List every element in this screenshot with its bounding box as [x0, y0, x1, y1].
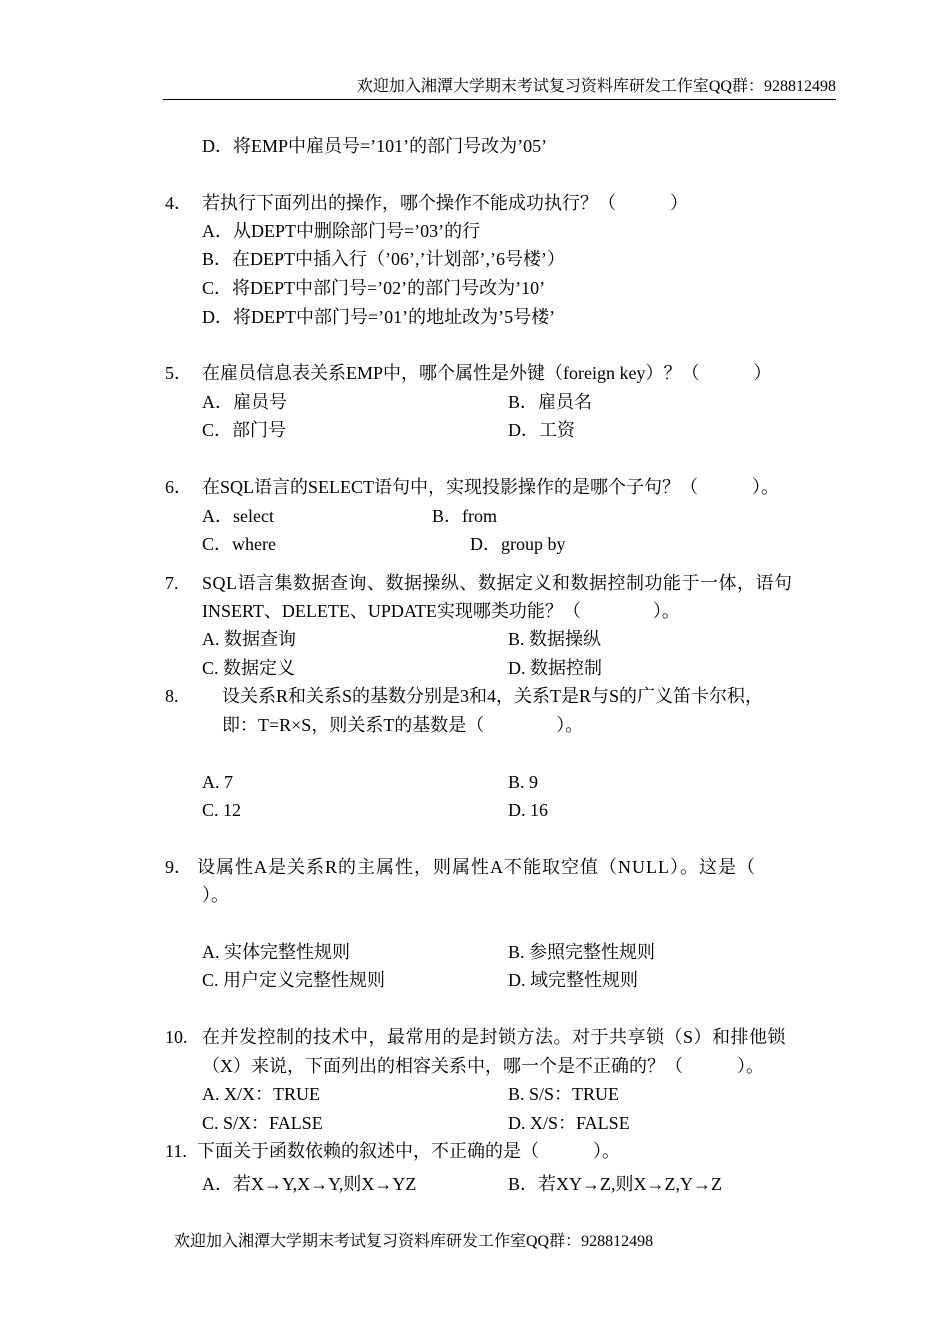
option-d: D．工资	[508, 420, 575, 440]
option-a: A. 实体完整性规则	[202, 942, 350, 962]
option-b: B. 参照完整性规则	[508, 942, 656, 962]
option-b: B. S/S：TRUE	[508, 1084, 620, 1104]
carry-over-option-d: D．将EMP中雇员号=’101’的部门号改为’05’	[202, 136, 548, 156]
question-number: 9．	[165, 857, 192, 877]
question-stem: 在雇员信息表关系EMP中，哪个属性是外键（foreign key）？（ ）	[202, 363, 772, 383]
question-stem: 下面关于函数依赖的叙述中，不正确的是（ ）。	[197, 1141, 620, 1161]
option-d: D. 16	[508, 800, 548, 820]
option-d: D．group by	[470, 534, 566, 554]
question-stem: 若执行下面列出的操作，哪个操作不能成功执行？（ ）	[202, 193, 688, 213]
option-d: D. 数据控制	[508, 658, 602, 678]
question-stem-line: 即：T=R×S，则关系T的基数是（ ）。	[222, 715, 584, 735]
option-c: C. 数据定义	[202, 658, 296, 678]
question-number: 10.	[165, 1027, 188, 1047]
question-number: 11.	[165, 1141, 187, 1161]
option-d: D. X/S：FALSE	[508, 1113, 630, 1133]
option-b: B. 数据操纵	[508, 629, 602, 649]
option-a: A. X/X：TRUE	[202, 1084, 320, 1104]
option-d: D．将DEPT中部门号=’01’的地址改为’5号楼’	[202, 307, 556, 327]
option-a: A．若X→Y,X→Y,则X→YZ	[202, 1174, 417, 1194]
option-c: C．将DEPT中部门号=’02’的部门号改为’10’	[202, 278, 546, 298]
option-a: A．select	[202, 506, 274, 526]
question-number: 7.	[165, 573, 179, 593]
question-number: 4．	[165, 193, 192, 213]
option-c: C. 用户定义完整性规则	[202, 970, 386, 990]
question-number: 6．	[165, 477, 192, 497]
option-b: B．from	[432, 506, 497, 526]
question-stem: 在SQL语言的SELECT语句中，实现投影操作的是哪个子句？（ ）。	[202, 477, 779, 497]
question-number: 8.	[165, 686, 179, 706]
question-number: 5．	[165, 363, 192, 383]
header-divider	[163, 99, 836, 100]
question-stem-line: 设属性A是关系R的主属性，则属性A不能取空值（NULL）。这是（	[197, 857, 756, 877]
option-a: A．雇员号	[202, 392, 287, 412]
option-c: C．部门号	[202, 420, 287, 440]
page-header: 欢迎加入湘潭大学期末考试复习资料库研发工作室QQ群：928812498	[356, 78, 836, 95]
question-stem-line: SQL语言集数据查询、数据操纵、数据定义和数据控制功能于一体，语句	[202, 573, 793, 593]
option-a: A. 7	[202, 772, 233, 792]
question-stem-line: （X）来说，下面列出的相容关系中，哪一个是不正确的？（ ）。	[202, 1056, 764, 1076]
option-c: C．where	[202, 534, 276, 554]
question-stem-line: ）。	[202, 885, 229, 905]
question-stem-line: 设关系R和关系S的基数分别是3和4，关系T是R与S的广义笛卡尔积，	[222, 686, 764, 706]
question-stem-line: INSERT、DELETE、UPDATE实现哪类功能？（ ）。	[202, 601, 680, 621]
option-a: A．从DEPT中删除部门号=’03’的行	[202, 221, 481, 241]
option-a: A. 数据查询	[202, 629, 296, 649]
option-b: B．若XY→Z,则X→Z,Y→Z	[508, 1174, 722, 1194]
page-footer: 欢迎加入湘潭大学期末考试复习资料库研发工作室QQ群：928812498	[174, 1233, 654, 1250]
option-c: C. 12	[202, 800, 242, 820]
option-d: D. 域完整性规则	[508, 970, 638, 990]
option-b: B. 9	[508, 772, 539, 792]
option-c: C. S/X：FALSE	[202, 1113, 323, 1133]
question-stem-line: 在并发控制的技术中，最常用的是封锁方法。对于共享锁（S）和排他锁	[202, 1027, 787, 1047]
option-b: B．雇员名	[508, 392, 593, 412]
option-b: B．在DEPT中插入行（’06’,’计划部’,’6号楼’）	[202, 249, 565, 269]
